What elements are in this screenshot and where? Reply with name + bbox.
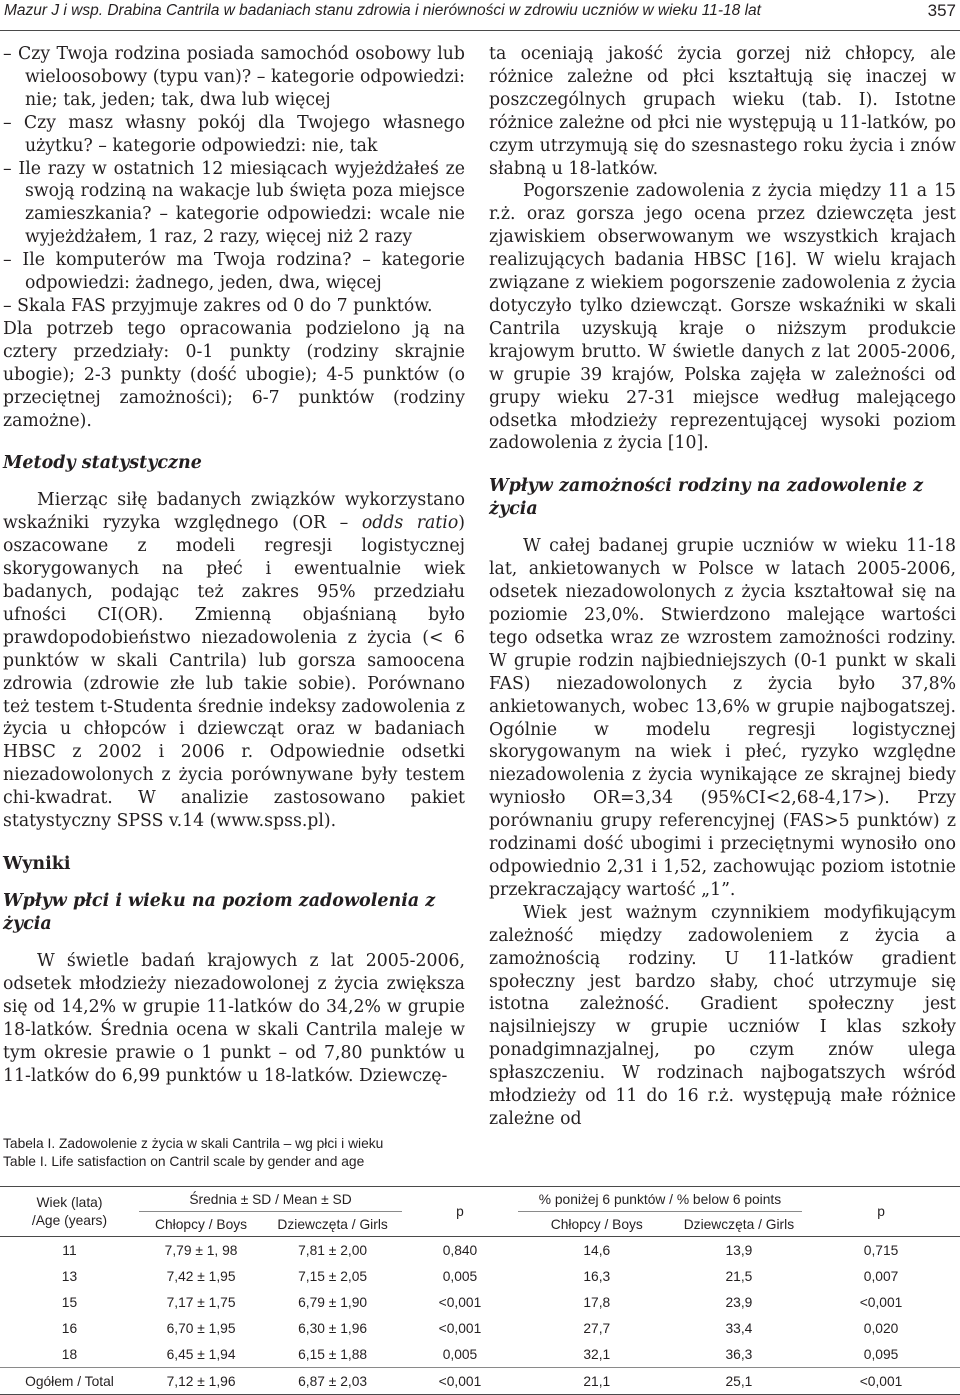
cell-mean-boys: 7,79 ± 1, 98 [139, 1237, 263, 1264]
fas-question-holidays: – Ile razy w ostatnich 12 miesiącach wyjeżdżałeś ze swoją rodziną na wakacje lub święta poza miejsce zamieszkania? – kategorie odpowiedzi: wcale nie wyjeżdżałem, 1 raz, 2 razy, więcej niż 2 razy [3, 158, 465, 248]
table-caption [3, 1135, 383, 1171]
life-satisfaction-table [0, 1186, 960, 1395]
cell-age: 15 [61, 1294, 78, 1310]
cell-mean-girls: 6,15 ± 1,88 [298, 1346, 368, 1362]
cell-pct-girls: 21,5 [725, 1268, 753, 1284]
cell-mean-boys: 6,45 ± 1,94 [166, 1346, 236, 1362]
header-p-pct: p [877, 1204, 885, 1219]
table-row [0, 1289, 960, 1315]
cell-p2: 0,095 [863, 1346, 899, 1362]
header-p-mean: p [456, 1204, 464, 1219]
header-age [0, 1187, 139, 1237]
table-body [0, 1237, 960, 1395]
cell-pct-boys: 32,1 [583, 1346, 611, 1362]
odds-ratio-term: odds ratio [361, 513, 459, 534]
table-caption-polish: Tabela I. Zadowolenie z życia w skali Cantrila – wg płci i wieku [3, 1136, 384, 1151]
cell-p1: <0,001 [438, 1320, 482, 1336]
header-mean-girls: Dziewczęta / Girls [277, 1216, 388, 1232]
gender-age-paragraph: W świetle badań krajowych z lat 2005-2006, odsetek młodzieży niezadowolonej z życia zwiększa się od 14,2% w grupie 11-latków do 34,2% w grupie 18-latków. Średnia ocena w skali Cantrila maleje w tym okresie prawie o 1 punkt – od 7,80 punktów u 11-latków do 6,99 punktów u 18-latków. Dziewczę- [3, 951, 465, 1086]
cell-age: 18 [61, 1346, 78, 1362]
cell-age: 16 [61, 1320, 78, 1336]
table-row [0, 1237, 960, 1264]
header-pct-girls: Dziewczęta / Girls [683, 1216, 795, 1232]
wealth-results-paragraph: W całej badanej grupie uczniów w wieku 11-18 lat, ankietowanych w Polsce w latach 2005-2006, odsetek niezadowolonych z życia kształtował się na poziomie 23,0%. Stwierdzono malejące wartości tego odsetka wraz ze wzrostem zamożności rodziny. W grupie rodzin najbiedniejszych (0-1 punkt w skali FAS) niezadowolonych z życia było 37,8% ankietowanych, wobec 13,6% w grupie najbogatszej. Ogólnie w modelu regresji logistycznej skorygowanym na wiek i płeć, ryzyko względne niezadowolenia z życia wynikające ze skrajnej biedy wyniosło OR=3,34 (95%CI<2,68-4,17>). Przy porównaniu grupy referencyjnej (FAS>5 punktów) z rodzinami dość ubogimi i przeciętnymi wynosiło ono odpowiednio 2,31 i 1,52, zachowując poziom istotnie przekraczający wartość „1”. [489, 536, 956, 900]
cell-pct-boys: 17,8 [583, 1294, 611, 1310]
fas-question-car: – Czy Twoja rodzina posiada samochód osobowy lub wieloosobowy (typu van)? – kategorie odpowiedzi: nie; tak, jeden; tak, dwa lub więcej [3, 44, 465, 110]
cell-mean-boys: 7,42 ± 1,95 [166, 1268, 236, 1284]
age-modifier-paragraph: Wiek jest ważnym czynnikiem modyfikującym zależność między zadowoleniem z życia a zamożnością rodziny. U 11-latków gradient społeczny jest bardzo słaby, choć utrzymuje się istotna zależność. Gradient społeczny jest najsilniejszy w grupie uczniów I klas szkoły ponadgimnazjalnej, po czym znów ulega spłaszczeniu. W rodzinach najbogatszych wśród młodzieży od 11 do 16 r.ż. występują małe różnice zależne od [489, 902, 956, 1129]
heading-gender-age-effect: Wpływ płci i wieku na poziom zadowolenia z życia [3, 891, 436, 934]
cell-pct-girls: 36,3 [725, 1346, 753, 1362]
table-row [0, 1315, 960, 1341]
cell-mean-girls: 7,15 ± 2,05 [298, 1268, 368, 1284]
table-row [0, 1263, 960, 1289]
fas-question-computers: – Ile komputerów ma Twoja rodzina? – kategorie odpowiedzi: żadnego, jeden, dwa, więcej [3, 250, 465, 294]
running-header [0, 0, 960, 31]
header-mean-sd: Średnia ± SD / Mean ± SD [139, 1187, 402, 1212]
cell-p1: 0,840 [402, 1237, 518, 1264]
cell-p2: 0,007 [863, 1268, 899, 1284]
cell-pct-girls: 25,1 [676, 1368, 802, 1395]
methods-text-b: ) oszacowane z modeli regresji logistycznej skorygowanych na płeć i ewentualnie wiek badanych, podając też zakres 95% przedziału ufności CI(OR). Zmienną objaśnianą było prawdopodobieństwo niezadowolenia z życia (< 6 punktów w skali Cantrila) lub gorsza samoocena zdrowia (zdrowie złe lub takie sobie). Porównano też testem t-Studenta średnie indeksy zadowolenia z życia u chłopców i dziewcząt oraz w badaniach HBSC z 2002 i 2006 r. Odpowiednie odsetki niezadowolonych z życia porównywane były testem chi-kwadrat. W analizie zastosowano pakiet statystyczny SPSS v.14 (www.spss.pl). [3, 513, 465, 832]
cell-p1: <0,001 [402, 1368, 518, 1395]
fas-scale-range: – Skala FAS przyjmuje zakres od 0 do 7 punktów. [3, 295, 433, 316]
cell-pct-boys: 27,7 [583, 1320, 611, 1336]
heading-results: Wyniki [3, 854, 71, 874]
cell-mean-boys: 7,12 ± 1,96 [139, 1368, 263, 1395]
cell-p2: 0,715 [802, 1237, 960, 1264]
right-column [489, 43, 956, 1131]
header-pct-boys: Chłopcy / Boys [550, 1216, 643, 1232]
cell-p1: <0,001 [438, 1294, 482, 1310]
cell-p2: 0,020 [863, 1320, 899, 1336]
cell-mean-girls: 6,30 ± 1,96 [298, 1320, 368, 1336]
cell-pct-boys: 16,3 [583, 1268, 611, 1284]
cell-mean-boys: 6,70 ± 1,95 [166, 1320, 236, 1336]
left-column [3, 43, 465, 1087]
methods-paragraph [3, 489, 465, 833]
table-row [0, 1368, 960, 1395]
heading-family-wealth-effect: Wpływ zamożności rodziny na zadowolenie z życia [489, 476, 924, 520]
cell-pct-boys: 14,6 [518, 1237, 676, 1264]
cell-mean-girls: 6,87 ± 2,03 [263, 1368, 402, 1395]
gender-differences-paragraph: ta oceniają jakość życia gorzej niż chłopcy, ale różnice zależne od płci kształtują się inaczej w poszczególnych grupach wieku (tab. I). Istotne różnice zależne od płci nie występują u 11-latków, po czym utrzymują się do szesnastego roku życia i znów słabną u 18-latków. [489, 44, 956, 179]
header-age-label: Wiek (lata) /Age (years) [31, 1194, 108, 1228]
cell-age: Ogółem / Total [0, 1368, 139, 1395]
table-row [0, 1341, 960, 1368]
cell-age: 11 [0, 1237, 139, 1264]
running-title: Mazur J i wsp. Drabina Cantrila w badaniach stanu zdrowia i nierówności w zdrowiu uczniów w wieku 11-18 lat [4, 2, 761, 19]
header-pct-below-6: % poniżej 6 punktów / % below 6 points [518, 1187, 802, 1212]
cell-mean-boys: 7,17 ± 1,75 [166, 1294, 236, 1310]
methods-text-a: Mierząc siłę badanych związków wykorzystano wskaźniki ryzyka względnego (OR – [3, 490, 465, 534]
cell-pct-girls: 33,4 [725, 1320, 753, 1336]
header-mean-boys: Chłopcy / Boys [155, 1216, 248, 1232]
table-caption-english: Table I. Life satisfaction on Cantril scale by gender and age [3, 1154, 365, 1169]
cell-pct-girls: 23,9 [725, 1294, 753, 1310]
page-number: 357 [927, 1, 956, 20]
cell-pct-boys: 21,1 [518, 1368, 676, 1395]
fas-intervals-paragraph: Dla potrzeb tego opracowania podzielono ją na cztery przedziały: 0-1 punkty (rodziny skrajnie ubogie); 2-3 punkty (dość ubogie); 4-5 punktów (o przeciętnej zamożności); 6-7 punktów (rodziny zamożne). [3, 318, 465, 431]
hbsc-comparison-paragraph: Pogorszenie zadowolenia z życia między 11 a 15 r.ż. oraz gorsza jego ocena przez dziewczęta jest zjawiskiem obserwowanym we wszystkich krajach realizujących badania HBSC [16]. W wielu krajach związane z wiekiem pogorszenie zadowolenia z życia dotyczyło tylko dziewcząt. Gorsze wskaźniki w skali Cantrila uzyskują kraje o niższym produkcie krajowym brutto. W świetle danych z lat 2005-2006, w grupie 39 krajów, Polska zajęła w zależności od grupy wieku 27-31 miejsce według malejącego odsetka młodzieży reprezentującej wysoki poziom zadowolenia z życia [10]. [489, 181, 956, 454]
cell-p2: <0,001 [859, 1294, 903, 1310]
cell-mean-girls: 7,81 ± 2,00 [263, 1237, 402, 1264]
cell-pct-girls: 13,9 [676, 1237, 802, 1264]
cell-p2: <0,001 [802, 1368, 960, 1395]
cell-mean-girls: 6,79 ± 1,90 [298, 1294, 368, 1310]
cell-p1: 0,005 [442, 1268, 478, 1284]
cell-p1: 0,005 [442, 1346, 478, 1362]
fas-question-room: – Czy masz własny pokój dla Twojego własnego użytku? – kategorie odpowiedzi: nie, tak [3, 112, 465, 156]
cell-age: 13 [61, 1268, 78, 1284]
heading-statistical-methods: Metody statystyczne [3, 453, 202, 474]
